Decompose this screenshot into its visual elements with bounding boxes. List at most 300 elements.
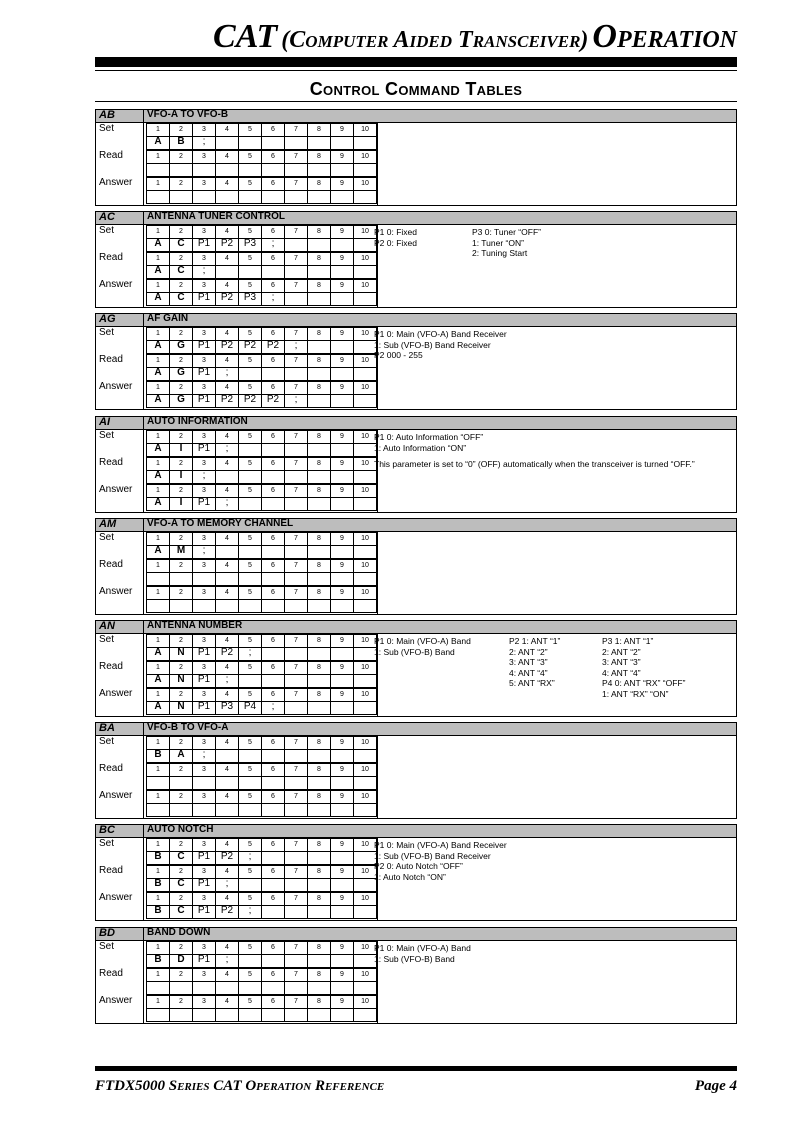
digit-label: 8 bbox=[317, 255, 321, 262]
label-divider bbox=[143, 941, 144, 1023]
digit-label: 4 bbox=[225, 562, 229, 569]
command-cell: ; bbox=[248, 647, 252, 658]
header-divider bbox=[143, 110, 144, 122]
row-label-answer: Answer bbox=[99, 177, 133, 188]
label-divider bbox=[143, 225, 144, 307]
title-part-1: CAT bbox=[213, 18, 278, 55]
digit-label: 4 bbox=[225, 330, 229, 337]
digit-label: 10 bbox=[361, 330, 369, 337]
row-label-set: Set bbox=[99, 838, 115, 849]
digit-label: 10 bbox=[361, 868, 369, 875]
command-code: BA bbox=[99, 722, 115, 734]
row-label-read: Read bbox=[99, 763, 123, 774]
grid-line bbox=[146, 918, 377, 919]
digit-label: 7 bbox=[294, 282, 298, 289]
digit-label: 5 bbox=[248, 384, 252, 391]
digit-label: 9 bbox=[340, 562, 344, 569]
label-divider bbox=[143, 838, 144, 920]
digit-label: 1 bbox=[156, 180, 160, 187]
digit-label: 8 bbox=[317, 637, 321, 644]
cell-divider bbox=[376, 150, 377, 176]
command-block-am bbox=[95, 518, 737, 615]
digit-label: 8 bbox=[317, 153, 321, 160]
command-header bbox=[96, 417, 736, 430]
digit-label: 10 bbox=[361, 637, 369, 644]
command-cell: A bbox=[177, 749, 185, 760]
digit-label: 9 bbox=[340, 180, 344, 187]
cell-divider bbox=[376, 995, 377, 1021]
page-number: Page 4 bbox=[694, 1078, 737, 1094]
label-divider bbox=[143, 327, 144, 409]
digit-label: 7 bbox=[294, 664, 298, 671]
command-cell: P2 bbox=[220, 340, 234, 351]
command-block-ag bbox=[95, 313, 737, 410]
grid-line bbox=[146, 1021, 377, 1022]
cell-divider bbox=[376, 123, 377, 149]
note-line: P1 0: Main (VFO-A) Band bbox=[374, 943, 471, 953]
digit-label: 5 bbox=[248, 589, 252, 596]
digit-label: 1 bbox=[156, 589, 160, 596]
command-cell: B bbox=[154, 878, 162, 889]
digit-label: 10 bbox=[361, 487, 369, 494]
digit-label: 5 bbox=[248, 793, 252, 800]
row-label-set: Set bbox=[99, 225, 115, 236]
command-cell: N bbox=[177, 674, 185, 685]
row-label-set: Set bbox=[99, 123, 115, 134]
digit-label: 5 bbox=[248, 180, 252, 187]
command-cell: P1 bbox=[197, 878, 211, 889]
grid-line bbox=[146, 510, 377, 511]
command-cell: ; bbox=[271, 238, 275, 249]
command-cell: P1 bbox=[197, 292, 211, 303]
digit-label: 9 bbox=[340, 460, 344, 467]
command-cell: P2 bbox=[266, 394, 280, 405]
digit-label: 3 bbox=[202, 691, 206, 698]
command-cell: ; bbox=[225, 674, 229, 685]
digit-label: 7 bbox=[294, 126, 298, 133]
digit-label: 2 bbox=[179, 126, 183, 133]
digit-label: 3 bbox=[202, 971, 206, 978]
digit-label: 10 bbox=[361, 944, 369, 951]
cell-divider bbox=[376, 763, 377, 789]
digit-label: 5 bbox=[248, 460, 252, 467]
cell-divider bbox=[376, 559, 377, 585]
cell-divider bbox=[376, 688, 377, 714]
digit-label: 5 bbox=[248, 664, 252, 671]
command-block-bc bbox=[95, 824, 737, 921]
row-label-read: Read bbox=[99, 252, 123, 263]
command-cell: ; bbox=[225, 878, 229, 889]
digit-label: 5 bbox=[248, 766, 252, 773]
row-label-answer: Answer bbox=[99, 586, 133, 597]
note-line: 3: ANT “3” bbox=[602, 657, 641, 667]
digit-label: 7 bbox=[294, 637, 298, 644]
header-divider bbox=[143, 825, 144, 837]
row-label-set: Set bbox=[99, 532, 115, 543]
cell-divider bbox=[376, 177, 377, 203]
row-label-answer: Answer bbox=[99, 790, 133, 801]
digit-label: 8 bbox=[317, 384, 321, 391]
command-cell: P1 bbox=[197, 238, 211, 249]
digit-label: 10 bbox=[361, 562, 369, 569]
digit-label: 10 bbox=[361, 766, 369, 773]
digit-label: 10 bbox=[361, 433, 369, 440]
digit-label: 5 bbox=[248, 282, 252, 289]
cell-divider bbox=[376, 484, 377, 510]
command-name: ANTENNA TUNER CONTROL bbox=[147, 211, 285, 222]
digit-label: 10 bbox=[361, 153, 369, 160]
command-header bbox=[96, 825, 736, 838]
digit-label: 2 bbox=[179, 793, 183, 800]
command-body bbox=[96, 634, 736, 716]
command-name: VFO-A TO MEMORY CHANNEL bbox=[147, 518, 294, 529]
digit-label: 2 bbox=[179, 998, 183, 1005]
digit-label: 3 bbox=[202, 739, 206, 746]
digit-label: 7 bbox=[294, 487, 298, 494]
command-cell: A bbox=[154, 701, 162, 712]
digit-label: 2 bbox=[179, 691, 183, 698]
digit-label: 3 bbox=[202, 126, 206, 133]
digit-label: 1 bbox=[156, 841, 160, 848]
header-divider bbox=[143, 519, 144, 531]
digit-label: 3 bbox=[202, 255, 206, 262]
digit-label: 4 bbox=[225, 895, 229, 902]
command-cell: P3 bbox=[243, 292, 257, 303]
digit-label: 8 bbox=[317, 330, 321, 337]
note-line: 1: ANT “RX” “ON” bbox=[602, 688, 669, 699]
command-body bbox=[96, 225, 736, 307]
command-cell: P2 bbox=[220, 647, 234, 658]
digit-label: 3 bbox=[202, 433, 206, 440]
digit-label: 6 bbox=[271, 691, 275, 698]
digit-label: 6 bbox=[271, 535, 275, 542]
digit-label: 8 bbox=[317, 180, 321, 187]
digit-label: 5 bbox=[248, 868, 252, 875]
note-line: 1: Sub (VFO-B) Band Receiver bbox=[374, 850, 491, 861]
command-code: AM bbox=[99, 518, 117, 530]
digit-label: 10 bbox=[361, 460, 369, 467]
digit-label: 9 bbox=[340, 589, 344, 596]
digit-label: 4 bbox=[225, 282, 229, 289]
title-part-paren: (Computer Aided Transceiver) bbox=[281, 27, 589, 53]
command-cell: A bbox=[154, 238, 162, 249]
digit-label: 4 bbox=[225, 180, 229, 187]
row-label-read: Read bbox=[99, 354, 123, 365]
command-cell: P2 bbox=[266, 340, 280, 351]
digit-label: 8 bbox=[317, 460, 321, 467]
command-cell: ; bbox=[202, 470, 206, 481]
note-line: P1 0: Main (VFO-A) Band Receiver bbox=[374, 840, 507, 850]
digit-label: 4 bbox=[225, 766, 229, 773]
command-code: AN bbox=[99, 620, 115, 632]
digit-label: 1 bbox=[156, 868, 160, 875]
command-name: ANTENNA NUMBER bbox=[147, 620, 243, 631]
command-code: AI bbox=[99, 416, 110, 428]
note-line: P2 000 - 255 bbox=[374, 350, 423, 360]
digit-label: 10 bbox=[361, 971, 369, 978]
digit-label: 7 bbox=[294, 228, 298, 235]
digit-label: 3 bbox=[202, 793, 206, 800]
note-line: 4: ANT “4” bbox=[602, 667, 641, 678]
header-divider bbox=[143, 212, 144, 224]
command-body bbox=[96, 532, 736, 614]
command-cell: ; bbox=[225, 497, 229, 508]
command-cell: D bbox=[177, 954, 185, 965]
row-label-set: Set bbox=[99, 327, 115, 338]
digit-label: 1 bbox=[156, 944, 160, 951]
digit-label: 9 bbox=[340, 895, 344, 902]
command-code: AG bbox=[99, 313, 116, 325]
digit-label: 9 bbox=[340, 766, 344, 773]
digit-label: 1 bbox=[156, 330, 160, 337]
digit-label: 4 bbox=[225, 589, 229, 596]
command-cell: I bbox=[179, 443, 183, 454]
cell-divider bbox=[376, 892, 377, 918]
digit-label: 7 bbox=[294, 535, 298, 542]
digit-label: 10 bbox=[361, 664, 369, 671]
command-cell: ; bbox=[294, 340, 298, 351]
command-cell: P1 bbox=[197, 647, 211, 658]
digit-label: 9 bbox=[340, 126, 344, 133]
digit-label: 7 bbox=[294, 691, 298, 698]
digit-label: 10 bbox=[361, 895, 369, 902]
digit-label: 5 bbox=[248, 971, 252, 978]
command-block-ac bbox=[95, 211, 737, 308]
note-line: 1: Auto Notch “ON” bbox=[374, 871, 446, 882]
digit-label: 8 bbox=[317, 971, 321, 978]
command-cell: C bbox=[177, 905, 185, 916]
digit-label: 5 bbox=[248, 487, 252, 494]
digit-label: 9 bbox=[340, 841, 344, 848]
digit-label: 10 bbox=[361, 282, 369, 289]
command-body bbox=[96, 941, 736, 1023]
digit-label: 9 bbox=[340, 691, 344, 698]
digit-label: 6 bbox=[271, 357, 275, 364]
command-cell: C bbox=[177, 265, 185, 276]
digit-label: 2 bbox=[179, 868, 183, 875]
digit-label: 1 bbox=[156, 766, 160, 773]
digit-label: 4 bbox=[225, 153, 229, 160]
digit-label: 2 bbox=[179, 895, 183, 902]
digit-label: 1 bbox=[156, 487, 160, 494]
digit-label: 5 bbox=[248, 433, 252, 440]
digit-label: 9 bbox=[340, 793, 344, 800]
digit-label: 3 bbox=[202, 868, 206, 875]
row-label-read: Read bbox=[99, 559, 123, 570]
digit-label: 8 bbox=[317, 868, 321, 875]
command-cell: P1 bbox=[197, 340, 211, 351]
command-cell: A bbox=[154, 367, 162, 378]
cell-divider bbox=[376, 661, 377, 687]
command-cell: P1 bbox=[197, 674, 211, 685]
command-body bbox=[96, 327, 736, 409]
digit-label: 10 bbox=[361, 180, 369, 187]
cell-divider bbox=[376, 790, 377, 816]
digit-label: 3 bbox=[202, 357, 206, 364]
digit-label: 6 bbox=[271, 895, 275, 902]
digit-label: 2 bbox=[179, 357, 183, 364]
command-cell: ; bbox=[202, 136, 206, 147]
digit-label: 6 bbox=[271, 766, 275, 773]
digit-label: 4 bbox=[225, 664, 229, 671]
digit-label: 9 bbox=[340, 255, 344, 262]
digit-label: 4 bbox=[225, 739, 229, 746]
digit-label: 4 bbox=[225, 357, 229, 364]
header-divider bbox=[143, 928, 144, 940]
digit-label: 8 bbox=[317, 487, 321, 494]
digit-label: 6 bbox=[271, 282, 275, 289]
digit-label: 3 bbox=[202, 535, 206, 542]
digit-label: 7 bbox=[294, 739, 298, 746]
digit-label: 9 bbox=[340, 433, 344, 440]
digit-label: 1 bbox=[156, 282, 160, 289]
command-cell: B bbox=[154, 749, 162, 760]
digit-label: 4 bbox=[225, 228, 229, 235]
digit-label: 3 bbox=[202, 766, 206, 773]
note-line: 1: Tuner “ON” bbox=[472, 237, 524, 248]
digit-label: 6 bbox=[271, 971, 275, 978]
digit-label: 1 bbox=[156, 460, 160, 467]
digit-label: 8 bbox=[317, 562, 321, 569]
command-header bbox=[96, 621, 736, 634]
digit-label: 9 bbox=[340, 868, 344, 875]
note-line: P1 0: Main (VFO-A) Band bbox=[374, 636, 471, 646]
digit-label: 7 bbox=[294, 868, 298, 875]
digit-label: 4 bbox=[225, 944, 229, 951]
row-label-set: Set bbox=[99, 430, 115, 441]
digit-label: 2 bbox=[179, 739, 183, 746]
command-cell: C bbox=[177, 292, 185, 303]
command-block-ai bbox=[95, 416, 737, 513]
grid-line bbox=[146, 816, 377, 817]
digit-label: 6 bbox=[271, 384, 275, 391]
digit-label: 3 bbox=[202, 637, 206, 644]
command-code: AC bbox=[99, 211, 115, 223]
command-cell: ; bbox=[225, 954, 229, 965]
command-body bbox=[96, 123, 736, 205]
command-cell: M bbox=[176, 545, 186, 556]
digit-label: 2 bbox=[179, 255, 183, 262]
digit-label: 6 bbox=[271, 637, 275, 644]
command-cell: P1 bbox=[197, 701, 211, 712]
command-cell: A bbox=[154, 265, 162, 276]
section-subtitle: Control Command Tables bbox=[309, 79, 523, 99]
cell-divider bbox=[376, 586, 377, 612]
command-cell: P2 bbox=[220, 292, 234, 303]
note-line: This parameter is set to “0” (OFF) automatically when the transceiver is turned “OFF.” bbox=[374, 459, 695, 470]
digit-label: 5 bbox=[248, 330, 252, 337]
digit-label: 9 bbox=[340, 998, 344, 1005]
header-divider bbox=[143, 621, 144, 633]
label-divider bbox=[143, 532, 144, 614]
digit-label: 10 bbox=[361, 384, 369, 391]
digit-label: 7 bbox=[294, 153, 298, 160]
digit-label: 3 bbox=[202, 664, 206, 671]
digit-label: 4 bbox=[225, 971, 229, 978]
digit-label: 4 bbox=[225, 487, 229, 494]
footer-rule-thick bbox=[95, 1066, 737, 1071]
note-line: P2 1: ANT “1” bbox=[509, 636, 561, 646]
digit-label: 9 bbox=[340, 330, 344, 337]
digit-label: 2 bbox=[179, 433, 183, 440]
command-cell: P2 bbox=[243, 394, 257, 405]
command-cell: P1 bbox=[197, 851, 211, 862]
digit-label: 2 bbox=[179, 971, 183, 978]
digit-label: 8 bbox=[317, 228, 321, 235]
command-cell: C bbox=[177, 851, 185, 862]
command-cell: ; bbox=[202, 545, 206, 556]
command-block-bd bbox=[95, 927, 737, 1024]
command-cell: G bbox=[177, 340, 185, 351]
note-line: P1 0: Fixed bbox=[374, 227, 417, 237]
digit-label: 9 bbox=[340, 487, 344, 494]
row-label-answer: Answer bbox=[99, 381, 133, 392]
digit-label: 8 bbox=[317, 664, 321, 671]
command-cell: ; bbox=[248, 851, 252, 862]
digit-label: 6 bbox=[271, 562, 275, 569]
digit-label: 9 bbox=[340, 282, 344, 289]
digit-label: 3 bbox=[202, 841, 206, 848]
command-cell: P1 bbox=[197, 394, 211, 405]
grid-line bbox=[146, 203, 377, 204]
command-cell: ; bbox=[225, 367, 229, 378]
grid-line bbox=[146, 407, 377, 408]
digit-label: 10 bbox=[361, 841, 369, 848]
command-cell: P4 bbox=[243, 701, 257, 712]
digit-label: 8 bbox=[317, 895, 321, 902]
cell-divider bbox=[376, 252, 377, 278]
digit-label: 3 bbox=[202, 330, 206, 337]
digit-label: 5 bbox=[248, 841, 252, 848]
digit-label: 6 bbox=[271, 460, 275, 467]
note-line: 2: ANT “2” bbox=[602, 646, 641, 657]
row-label-answer: Answer bbox=[99, 484, 133, 495]
digit-label: 7 bbox=[294, 384, 298, 391]
digit-label: 1 bbox=[156, 739, 160, 746]
digit-label: 7 bbox=[294, 944, 298, 951]
command-header bbox=[96, 928, 736, 941]
digit-label: 1 bbox=[156, 228, 160, 235]
digit-label: 5 bbox=[248, 998, 252, 1005]
digit-label: 8 bbox=[317, 766, 321, 773]
digit-label: 3 bbox=[202, 998, 206, 1005]
label-divider bbox=[143, 634, 144, 716]
command-body bbox=[96, 736, 736, 818]
digit-label: 6 bbox=[271, 998, 275, 1005]
digit-label: 9 bbox=[340, 971, 344, 978]
command-cell: A bbox=[154, 647, 162, 658]
digit-label: 8 bbox=[317, 793, 321, 800]
digit-label: 3 bbox=[202, 153, 206, 160]
digit-label: 9 bbox=[340, 739, 344, 746]
digit-label: 4 bbox=[225, 255, 229, 262]
digit-label: 8 bbox=[317, 433, 321, 440]
command-cell: P3 bbox=[243, 238, 257, 249]
digit-label: 1 bbox=[156, 433, 160, 440]
header-divider bbox=[143, 723, 144, 735]
digit-label: 5 bbox=[248, 637, 252, 644]
digit-label: 3 bbox=[202, 460, 206, 467]
notes-divider bbox=[377, 532, 378, 614]
row-label-answer: Answer bbox=[99, 995, 133, 1006]
digit-label: 5 bbox=[248, 126, 252, 133]
digit-label: 9 bbox=[340, 357, 344, 364]
command-cell: C bbox=[177, 238, 185, 249]
digit-label: 2 bbox=[179, 589, 183, 596]
command-body bbox=[96, 430, 736, 512]
digit-label: 3 bbox=[202, 944, 206, 951]
digit-label: 4 bbox=[225, 793, 229, 800]
